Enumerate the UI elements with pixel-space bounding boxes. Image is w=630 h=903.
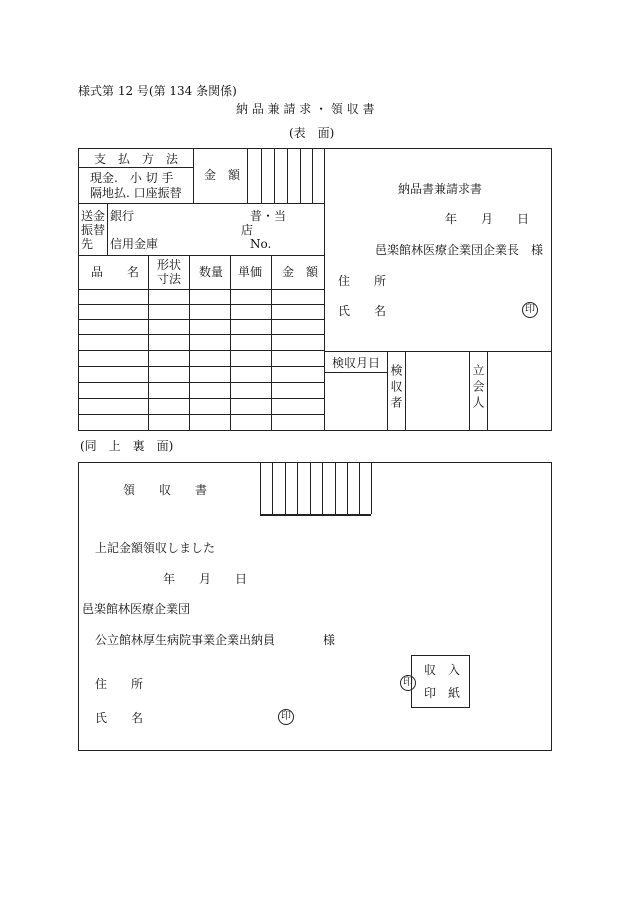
inspector-label: 検収者 [389,364,403,412]
payment-method-header: 支 払 方 法 [94,152,179,166]
back-address-label: 住 所 [95,677,144,691]
invoice-date-line: 年 月 日 [445,212,530,226]
col-unit-price: 単価 [238,265,263,279]
inspection-date-label: 検収月日 [332,356,381,370]
receipt-date-line: 年 月 日 [163,572,248,586]
back-side-label: (同 上 裏 面) [80,439,174,453]
back-address-seal-mark: 印 [400,675,416,691]
document-title: 納 品 兼 請 求 ・ 領 収 書 [236,102,375,116]
transfer-label-1: 送金 [81,209,106,223]
recipient-line: 公立館林厚生病院事業企業出納員 様 [95,633,336,647]
witness-label: 立会人 [471,364,485,412]
amount-label: 金 額 [204,168,241,182]
back-name-label: 氏 名 [95,711,144,725]
front-side-label: (表 面) [289,126,335,140]
form-number: 様式第 12 号(第 134 条関係) [78,84,237,98]
received-statement: 上記金額領収しました [95,541,216,555]
transfer-label-2: 振替 [81,223,106,237]
stamp-label-1: 収 入 [424,663,461,677]
col-quantity: 数量 [199,265,224,279]
col-shape: 形状 [157,258,182,272]
transfer-label-3: 先 [81,237,94,251]
back-name-seal-mark: 印 [278,709,294,725]
invoice-title: 納品書兼請求書 [398,182,483,196]
addressee: 邑楽館林医療企業団企業長 様 [375,243,544,257]
branch-label: 店 [241,223,254,237]
receipt-title: 領 収 書 [123,483,208,497]
col-dimension: 寸法 [157,272,182,286]
bank-label: 銀行 [110,209,135,223]
name-label: 氏 名 [338,304,387,318]
col-item-name: 品 名 [91,265,140,279]
stamp-label-2: 印 紙 [424,686,461,700]
address-label: 住 所 [338,274,387,288]
credit-union-label: 信用金庫 [110,237,159,251]
seal-mark: 印 [522,302,538,318]
organization-name: 邑楽館林医療企業団 [82,602,191,616]
account-no-label: No. [250,237,272,251]
account-type: 普・当 [250,209,287,223]
col-amount: 金 額 [282,265,319,279]
payment-option-cash-check: 現金. 小 切 手 [90,171,174,185]
payment-option-remote-transfer: 隔地払. 口座振替 [90,186,182,200]
